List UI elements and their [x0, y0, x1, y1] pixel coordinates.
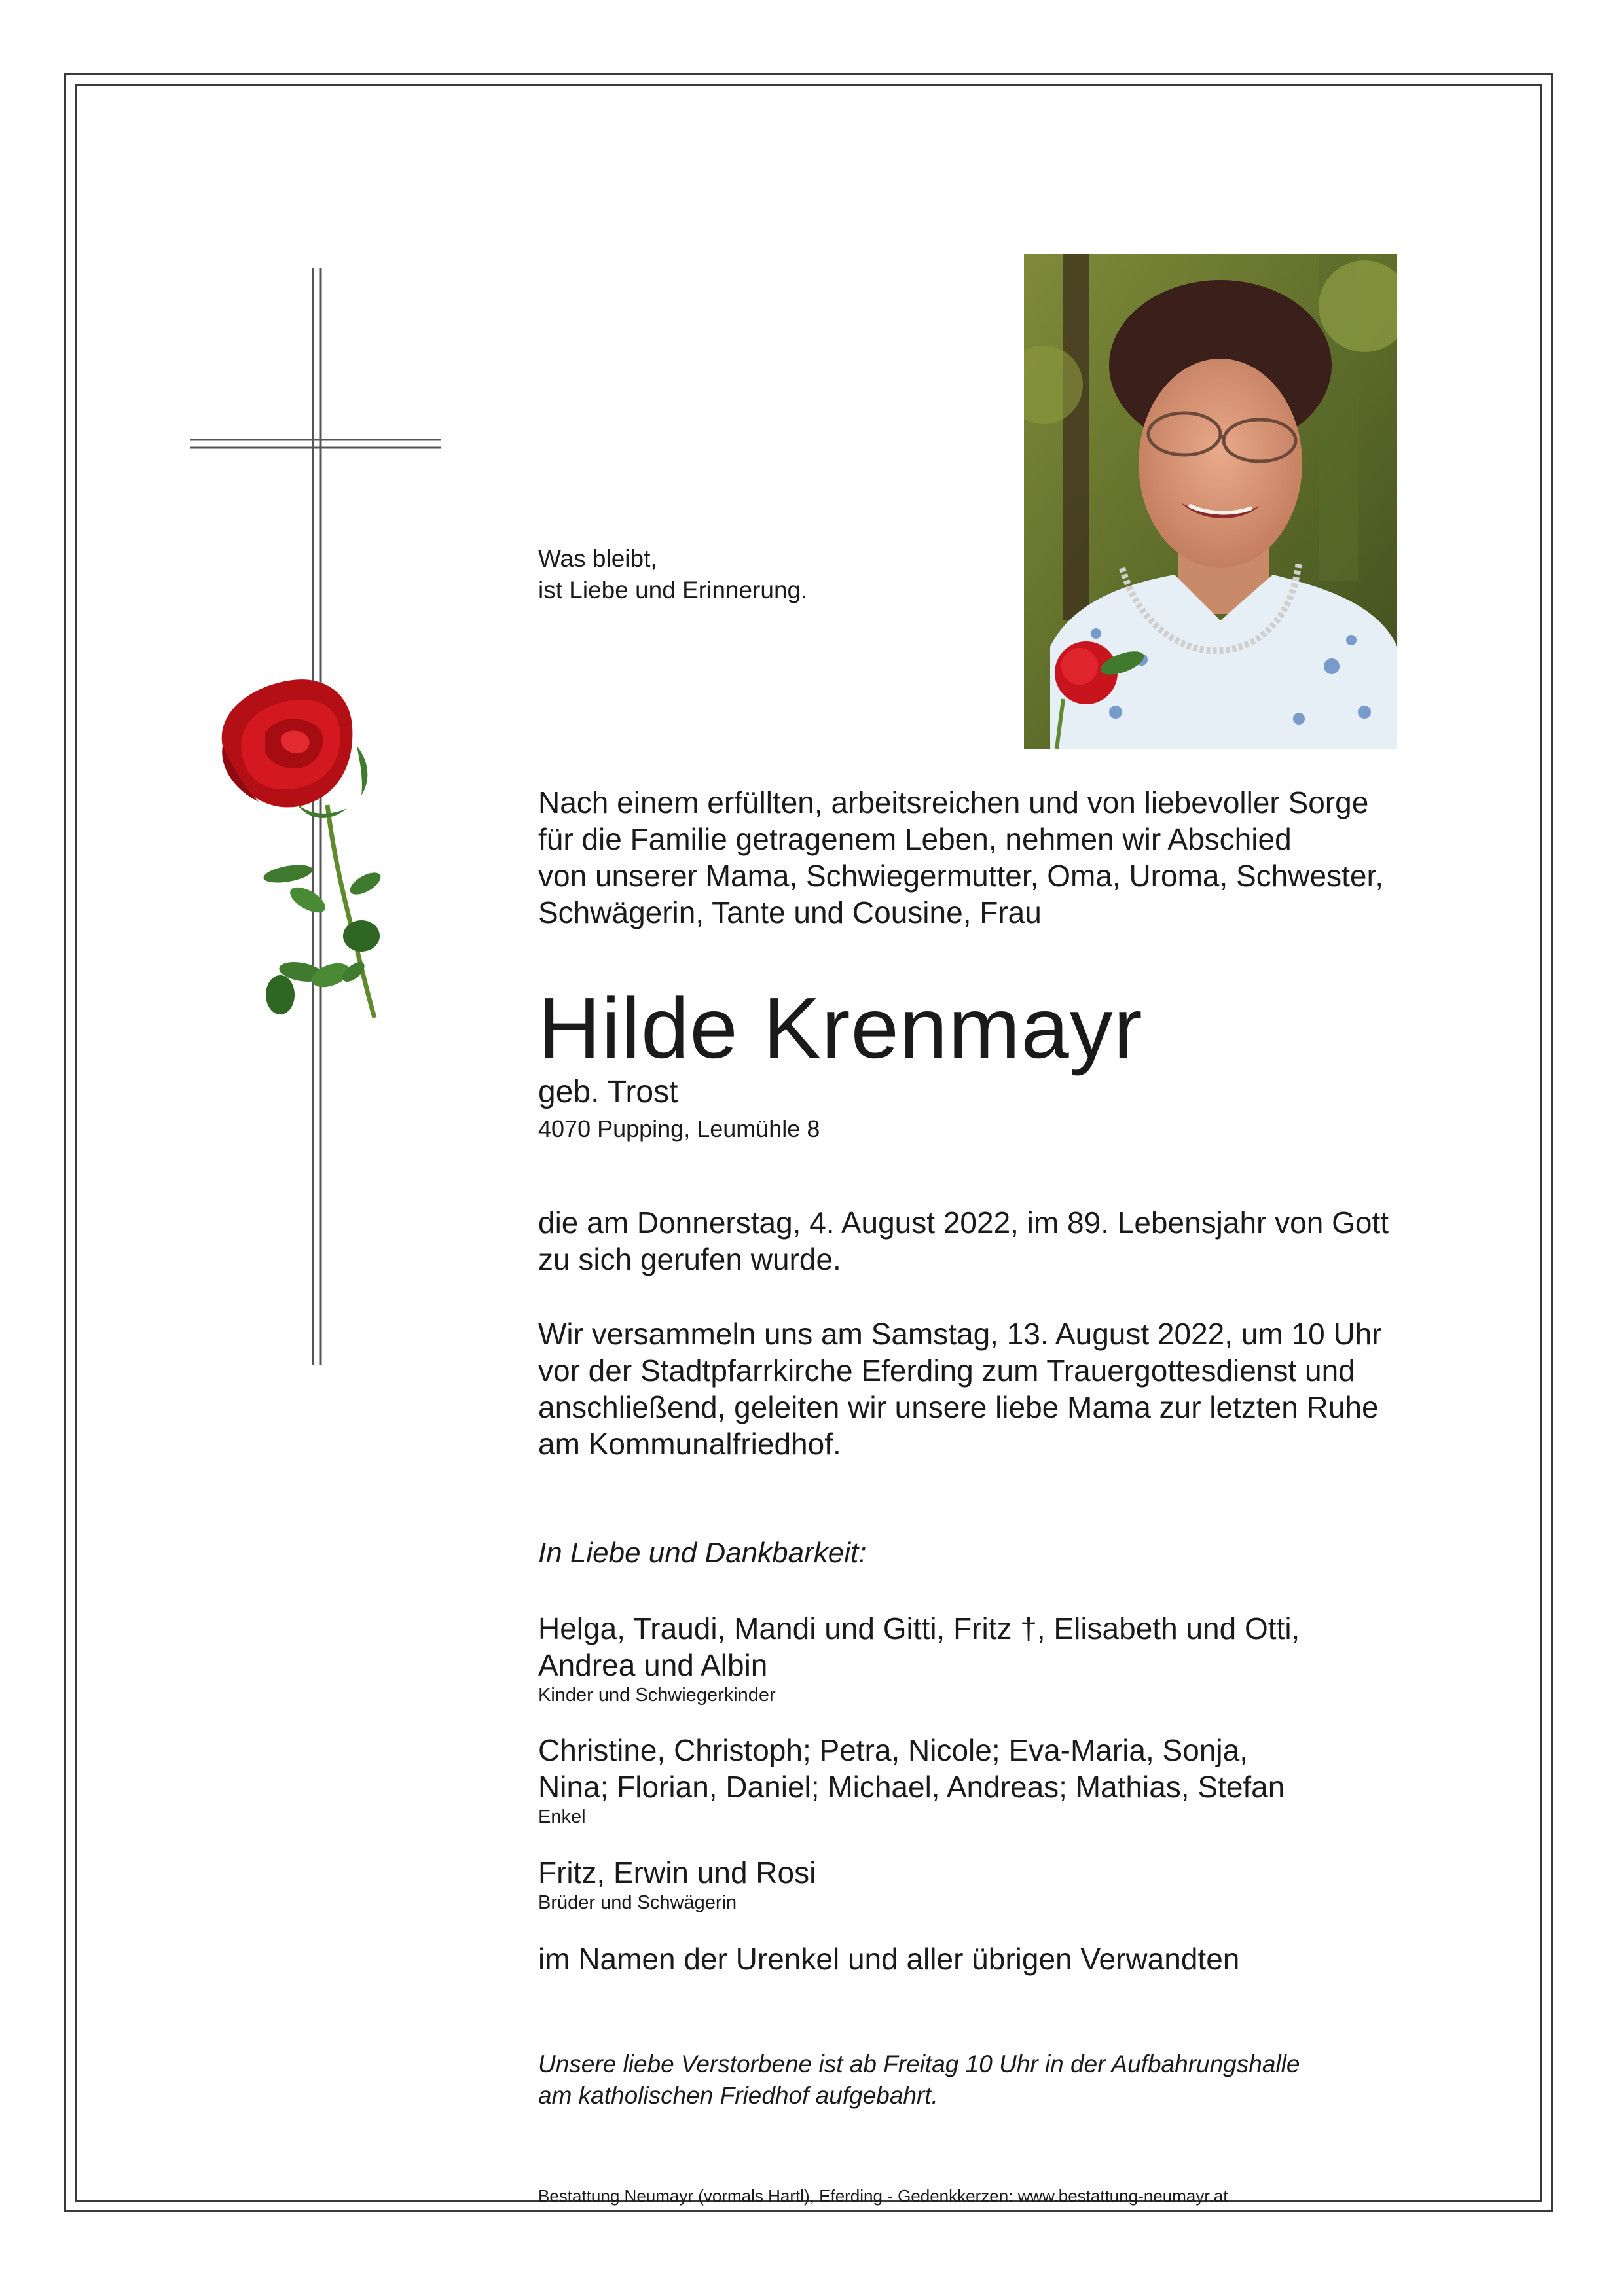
- ceremony-line: vor der Stadtpfarrkirche Eferding zum Trauergottesdienst und: [538, 1354, 1355, 1388]
- deceased-name: Hilde Krenmayr: [538, 980, 1143, 1076]
- ceremony-line: anschließend, geleiten wir unsere liebe Mama zur letzten Ruhe: [538, 1390, 1379, 1424]
- mourner-names: Helga, Traudi, Mandi und Gitti, Fritz †, Elisabeth und Otti,: [538, 1611, 1300, 1645]
- motto: [538, 543, 807, 606]
- rose-icon: [196, 674, 406, 1021]
- mourner-group-grandchildren: [538, 1732, 1285, 1829]
- death-line: die am Donnerstag, 4. August 2022, im 89. Lebensjahr von Gott: [538, 1206, 1389, 1240]
- notice-line: Unsere liebe Verstorbene ist ab Freitag 10 Uhr in der Aufbahrungshalle: [538, 2051, 1300, 2077]
- notice-line: am katholischen Friedhof aufgebahrt.: [538, 2082, 938, 2109]
- address: 4070 Pupping, Leumühle 8: [538, 1115, 820, 1142]
- motto-line: ist Liebe und Erinnerung.: [538, 577, 808, 603]
- mourner-role: Kinder und Schwiegerkinder: [538, 1685, 776, 1706]
- thanks-heading: In Liebe und Dankbarkeit:: [538, 1537, 867, 1569]
- mourner-group-siblings: [538, 1854, 816, 1914]
- laying-out-notice: [538, 2049, 1300, 2111]
- motto-line: Was bleibt,: [538, 545, 657, 572]
- intro-line: Schwägerin, Tante und Cousine, Frau: [538, 895, 1042, 929]
- death-line: zu sich gerufen wurde.: [538, 1242, 841, 1276]
- intro-line: für die Familie getragenem Leben, nehmen wir Abschied: [538, 822, 1292, 856]
- footer-credit: Bestattung Neumayr (vormals Hartl), Eferding - Gedenkkerzen: www.bestattung-neumayr.at: [538, 2186, 1228, 2206]
- mourner-names: Christine, Christoph; Petra, Nicole; Eva-Maria, Sonja,: [538, 1733, 1248, 1767]
- mourner-names: Andrea und Albin: [538, 1648, 768, 1682]
- intro-paragraph: [538, 784, 1383, 931]
- ceremony-paragraph: [538, 1316, 1382, 1462]
- death-paragraph: [538, 1204, 1389, 1278]
- intro-line: von unserer Mama, Schwiegermutter, Oma, Uroma, Schwester,: [538, 859, 1384, 893]
- mourner-group-children: [538, 1610, 1300, 1707]
- ceremony-line: am Kommunalfriedhof.: [538, 1427, 841, 1461]
- mourner-names: Fritz, Erwin und Rosi: [538, 1856, 816, 1890]
- mourner-role: Enkel: [538, 1806, 586, 1827]
- intro-line: Nach einem erfüllten, arbeitsreichen und von liebevoller Sorge: [538, 785, 1369, 819]
- mourner-role: Brüder und Schwägerin: [538, 1892, 737, 1913]
- portrait-photo: [1024, 254, 1397, 749]
- ceremony-line: Wir versammeln uns am Samstag, 13. August 2022, um 10 Uhr: [538, 1317, 1382, 1351]
- birth-name: geb. Trost: [538, 1075, 678, 1109]
- mourner-names: Nina; Florian, Daniel; Michael, Andreas; Mathias, Stefan: [538, 1770, 1285, 1804]
- closing-line: im Namen der Urenkel und aller übrigen Verwandten: [538, 1942, 1240, 1976]
